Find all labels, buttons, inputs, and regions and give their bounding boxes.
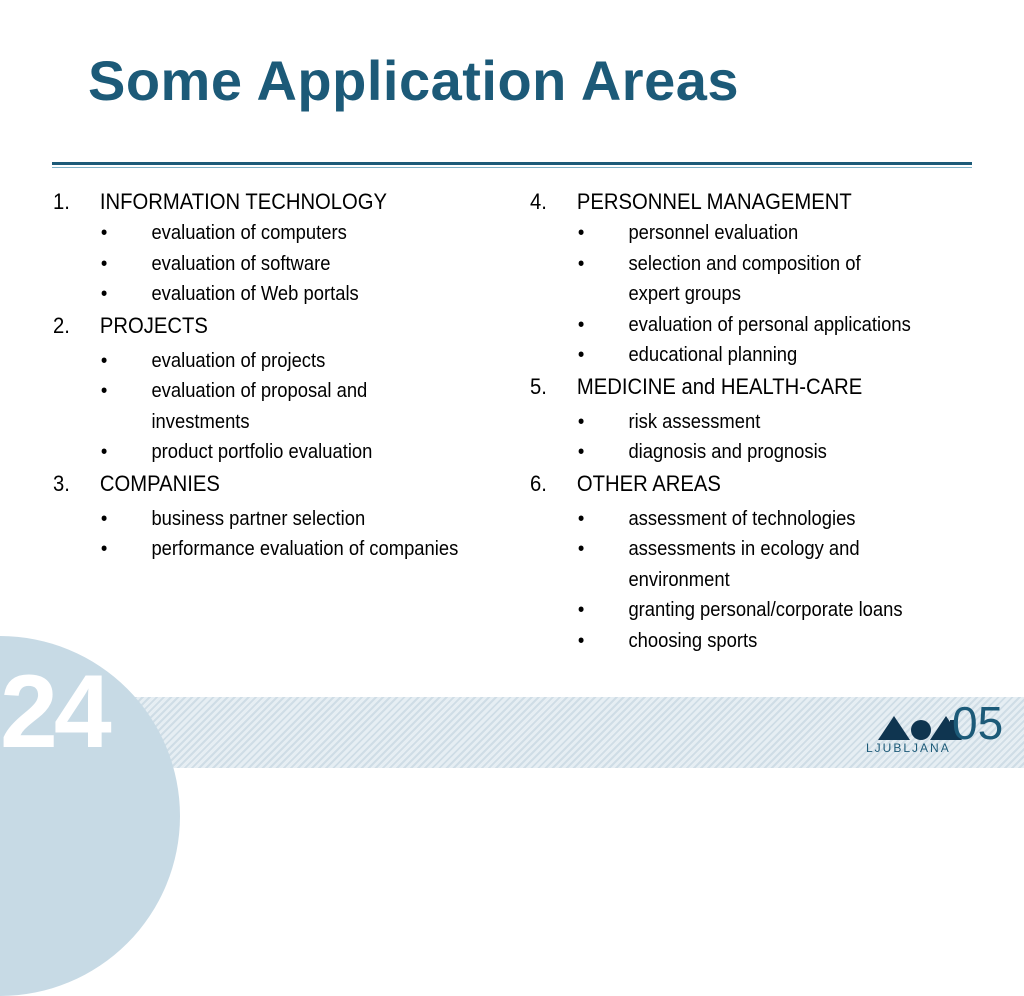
list-item [53, 504, 485, 535]
bullet-icon: • [100, 507, 108, 530]
bullet-icon: • [577, 344, 585, 366]
section-heading [530, 468, 972, 500]
section-heading-text: OTHER AREAS [576, 470, 721, 496]
bullet-icon: • [577, 629, 585, 652]
list-item [530, 340, 972, 371]
list-item [53, 437, 485, 468]
bullet-icon: • [100, 538, 108, 560]
bullet-icon: • [577, 441, 585, 463]
section-heading [530, 186, 972, 218]
bullet-icon: • [100, 222, 108, 244]
bullet-icon: • [577, 313, 585, 336]
bullet-list [530, 407, 1010, 468]
section-companies [53, 468, 523, 565]
bullet-list [530, 218, 1010, 371]
list-item-text: performance evaluation of companies [151, 538, 459, 560]
section-heading-text: COMPANIES [99, 470, 220, 496]
list-item-text: evaluation of Web portals [151, 283, 359, 305]
bullet-icon: • [577, 599, 585, 621]
list-item-text: evaluation of personal applications [628, 313, 911, 336]
list-item [530, 534, 972, 595]
section-number: 3. [53, 470, 70, 496]
list-item [530, 310, 972, 341]
list-item [530, 218, 972, 249]
bullet-icon: • [100, 252, 108, 275]
bullet-list [53, 504, 523, 565]
list-item-text: granting personal/corporate loans [628, 599, 903, 621]
list-item-text: risk assessment [628, 410, 761, 433]
bullet-list [53, 346, 523, 468]
section-heading [53, 468, 485, 500]
section-number: 6. [530, 470, 547, 496]
list-item [53, 218, 485, 249]
list-item [530, 595, 972, 626]
section-projects [53, 310, 523, 468]
section-number: 4. [530, 189, 547, 214]
list-item [53, 249, 485, 280]
section-heading [53, 310, 485, 342]
section-heading [530, 371, 972, 403]
section-heading-text: PROJECTS [99, 312, 208, 338]
list-item-text: evaluation of software [151, 252, 331, 275]
list-item [53, 376, 485, 437]
list-item-text: business partner selection [151, 507, 366, 530]
bullet-icon: • [577, 252, 585, 275]
section-medicine [530, 371, 1010, 468]
section-heading-text: INFORMATION TECHNOLOGY [99, 189, 388, 214]
list-item-text: product portfolio evaluation [151, 441, 373, 463]
bullet-icon: • [100, 349, 108, 372]
section-information-technology [53, 186, 523, 310]
list-item-text: choosing sports [628, 629, 758, 652]
bullet-icon: • [100, 441, 108, 463]
slide-title: Some Application Areas [88, 49, 740, 112]
list-item [530, 504, 972, 535]
logo-city: LJUBLJANA [866, 741, 951, 755]
section-heading-text: MEDICINE and HEALTH-CARE [576, 373, 863, 399]
list-item [530, 407, 972, 438]
list-item [53, 279, 485, 310]
list-item-text: evaluation of computers [151, 222, 347, 244]
bullet-icon: • [577, 222, 585, 244]
section-number: 2. [53, 312, 70, 338]
list-item-text: educational planning [628, 344, 798, 366]
list-item [530, 437, 972, 468]
title-divider-thin [52, 167, 972, 168]
list-item-text: selection and composition of expert groups [628, 252, 861, 305]
slide-number: 24 [0, 654, 108, 770]
bullet-list [53, 218, 523, 310]
bullet-icon: • [577, 507, 585, 530]
list-item-text: evaluation of projects [151, 349, 326, 372]
bullet-icon: • [577, 410, 585, 433]
right-column [530, 186, 1010, 656]
list-item-text: assessments in ecology and environment [628, 538, 860, 591]
section-heading-text: PERSONNEL MANAGEMENT [576, 189, 852, 214]
logo-year: 05 [952, 697, 1004, 749]
section-personnel-management [530, 186, 1010, 371]
bullet-icon: • [100, 380, 108, 402]
list-item-text: personnel evaluation [628, 222, 799, 244]
bullet-list [530, 504, 1010, 657]
list-item-text: diagnosis and prognosis [628, 441, 827, 463]
title-divider [52, 162, 972, 165]
list-item [53, 534, 485, 565]
list-item [530, 249, 972, 310]
section-number: 1. [53, 189, 70, 214]
list-item [530, 626, 972, 657]
bullet-icon: • [577, 538, 585, 560]
section-other-areas [530, 468, 1010, 657]
left-column [53, 186, 523, 565]
list-item-text: assessment of technologies [628, 507, 856, 530]
bullet-icon: • [100, 283, 108, 305]
list-item [53, 346, 485, 377]
list-item-text: evaluation of proposal and investments [151, 380, 368, 433]
section-number: 5. [530, 373, 547, 399]
section-heading [53, 186, 485, 218]
